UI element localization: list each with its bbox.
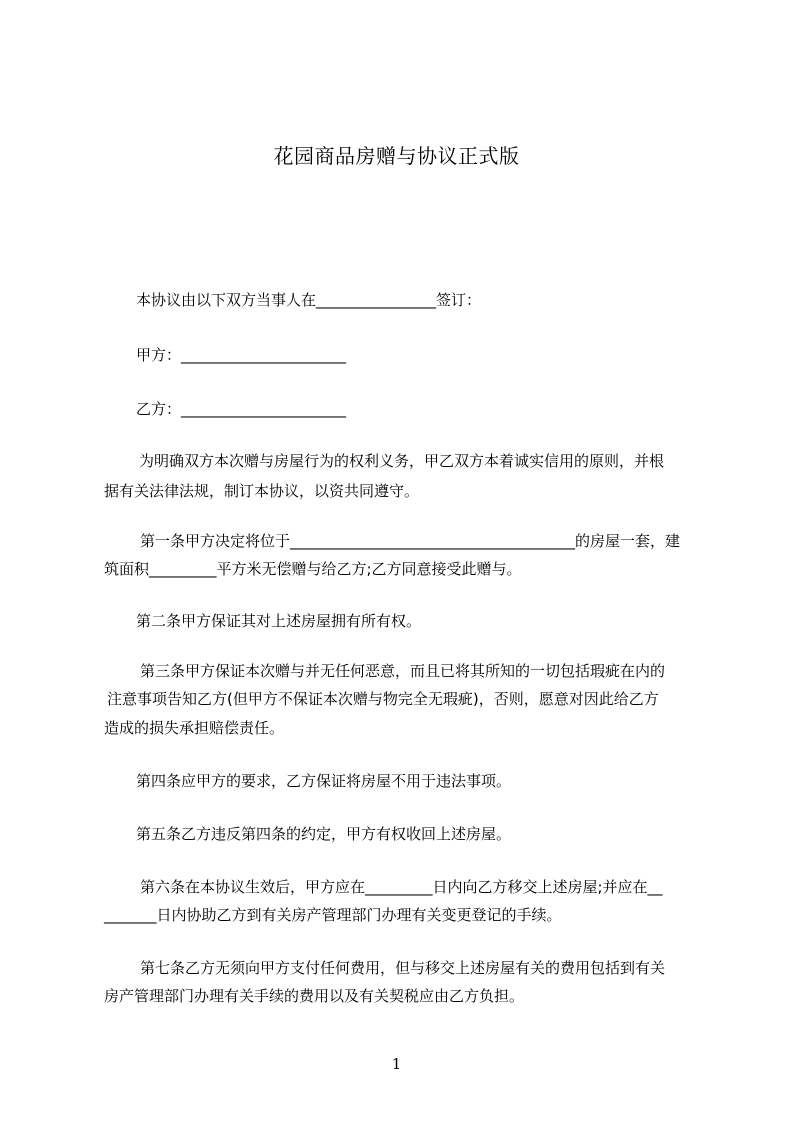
article-3-line-2: 注意事项告知乙方(但甲方不保证本次赠与物完全无瑕疵)，否则，愿意对因此给乙方: [107, 690, 659, 708]
document-title: 花园商品房赠与协议正式版: [273, 144, 520, 168]
article-5-line: 第五条乙方违反第四条的约定，甲方有权收回上述房屋。: [136, 825, 512, 843]
article-1-line-2: 筑面积_________平方米无偿赠与给乙方;乙方同意接受此赠与。: [104, 560, 522, 578]
party-b-line: 乙方：______________________: [136, 400, 347, 418]
article-2-line: 第二条甲方保证其对上述房屋拥有所有权。: [136, 612, 422, 630]
article-1-line-1: 第一条甲方决定将位于______________________________________的房屋一套，建: [140, 532, 681, 550]
article-6-line-2: _______日内协助乙方到有关房产管理部门办理有关变更登记的手续。: [104, 906, 562, 924]
article-6-line-1: 第六条在本协议生效后，甲方应在_________日内向乙方移交上述房屋;并应在__: [140, 878, 663, 896]
party-a-line: 甲方：______________________: [136, 346, 347, 364]
article-4-line: 第四条应甲方的要求，乙方保证将房屋不用于违法事项。: [136, 772, 512, 790]
article-3-line-1: 第三条甲方保证本次赠与并无任何恶意，而且已将其所知的一切包括瑕疵在内的: [140, 662, 666, 680]
intro-line: 本协议由以下双方当事人在________________签订：: [136, 291, 482, 309]
article-7-line-1: 第七条乙方无须向甲方支付任何费用，但与移交上述房屋有关的费用包括到有关: [140, 959, 666, 977]
preamble-line-2: 据有关法律法规，制订本协议，以资共同遵守。: [104, 482, 420, 500]
article-3-line-3: 造成的损失承担赔偿责任。: [104, 719, 285, 737]
article-7-line-2: 房产管理部门办理有关手续的费用以及有关契税应由乙方负担。: [104, 987, 525, 1005]
page-number: 1: [391, 1055, 402, 1073]
preamble-line-1: 为明确双方本次赠与房屋行为的权利义务，甲乙双方本着诚实信用的原则，并根: [139, 452, 665, 470]
